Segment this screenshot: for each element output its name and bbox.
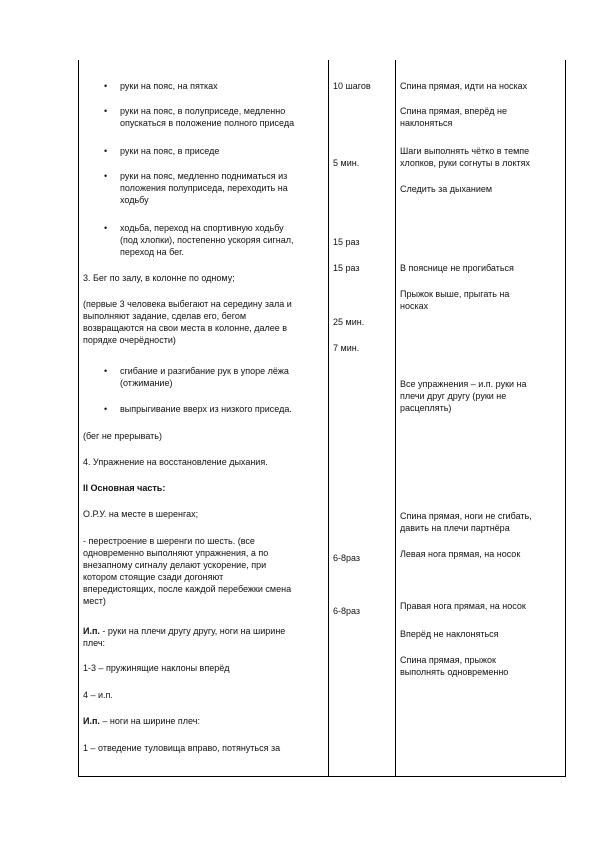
start-position-label: И.п. <box>83 716 100 726</box>
bullet-marker: • <box>104 404 108 414</box>
method-note: Правая нога прямая, на носок <box>400 601 526 611</box>
method-note: Левая нога прямая, на носок <box>400 549 521 559</box>
dosage: 5 мин. <box>333 158 360 168</box>
exercise-item: руки на пояс, медленно подниматься из положения полуприседа, переходить на ходьбу <box>120 171 288 205</box>
run-heading: 3. Бег по залу, в колонне по одному; <box>83 273 235 283</box>
rebuild-text: - перестроение в шеренги по шесть. (все одновременно выполняют упражнения, а по внезапному сигналу делают ускорение, при котором стоящие сзади догоняют впередистоящих, после каждой перебежки смена мест) <box>83 536 292 606</box>
breathing-heading: 4. Упражнение на восстановление дыхания. <box>83 457 268 467</box>
oru-text: О.Р.У. на месте в шеренгах; <box>83 509 199 519</box>
section-heading: II Основная часть: <box>83 483 166 493</box>
table-border-bottom <box>78 776 566 777</box>
table-border-right <box>565 60 566 777</box>
exercise-item: ходьба, переход на спортивную ходьбу (под хлопки), постепенно ускоряя сигнал, переход на бег. <box>120 223 294 257</box>
dosage: 7 мин. <box>333 343 360 353</box>
dosage: 6-8раз <box>333 606 361 616</box>
method-note: Прыжок выше, прыгать на носках <box>400 289 510 311</box>
method-note: Спина прямая, идти на носках <box>400 81 528 91</box>
run-remark: (бег не прерывать) <box>83 431 162 441</box>
dosage: 15 раз <box>333 237 360 247</box>
bullet-marker: • <box>104 81 108 91</box>
dosage: 6-8раз <box>333 553 361 563</box>
method-note: Следить за дыханием <box>400 184 493 194</box>
table-border-left <box>78 60 79 777</box>
start-position-1 <box>83 625 323 649</box>
exercise-item: выпрыгивание вверх из низкого приседа. <box>120 404 292 414</box>
bullet-marker: • <box>104 171 108 181</box>
method-note: Спина прямая, вперёд не наклоняться <box>400 106 507 128</box>
count-4: 4 – и.п. <box>83 690 113 700</box>
exercise-item: руки на пояс, в полуприседе, медленно опускаться в положение полного приседа <box>120 106 295 128</box>
method-note: Спина прямая, прыжок выполнять одновременно <box>400 655 509 677</box>
bullet-marker: • <box>104 366 108 376</box>
count-1: 1 – отведение туловища вправо, потянуться за <box>83 743 281 753</box>
run-note: (первые 3 человека выбегают на середину зала и выполняют задание, сделав его, бегом возвращаются на свои места в колонне, далее в порядке очерёдности) <box>83 299 292 345</box>
bullet-marker: • <box>104 146 108 156</box>
start-position-text: - руки на плечи другу другу, ноги на ширине плеч: <box>83 626 286 648</box>
table-divider-1 <box>328 60 329 777</box>
start-position-text: – ноги на ширине плеч: <box>99 716 200 726</box>
exercise-item: руки на пояс, на пятках <box>120 81 218 91</box>
start-position-2 <box>83 715 323 727</box>
dosage: 25 мин. <box>333 317 365 327</box>
method-note: Шаги выполнять чётко в темпе хлопков, руки согнуты в локтях <box>400 146 531 168</box>
exercise-item: сгибание и разгибание рук в упоре лёжа (отжимание) <box>120 366 289 388</box>
exercise-item: руки на пояс, в приседе <box>120 146 220 156</box>
dosage: 10 шагов <box>333 81 371 91</box>
method-note: Все упражнения – и.п. руки на плечи друг другу (руки не расцеплять) <box>400 379 527 413</box>
dosage: 15 раз <box>333 263 360 273</box>
count-1-3: 1-3 – пружинящие наклоны вперёд <box>83 663 230 673</box>
bullet-marker: • <box>104 223 108 233</box>
bullet-marker: • <box>104 106 108 116</box>
method-note: Спина прямая, ноги не сгибать, давить на плечи партнёра <box>400 511 532 533</box>
table-divider-2 <box>395 60 396 777</box>
start-position-label: И.п. <box>83 626 100 636</box>
method-note: В пояснице не прогибаться <box>400 263 514 273</box>
method-note: Вперёд не наклоняться <box>400 629 499 639</box>
